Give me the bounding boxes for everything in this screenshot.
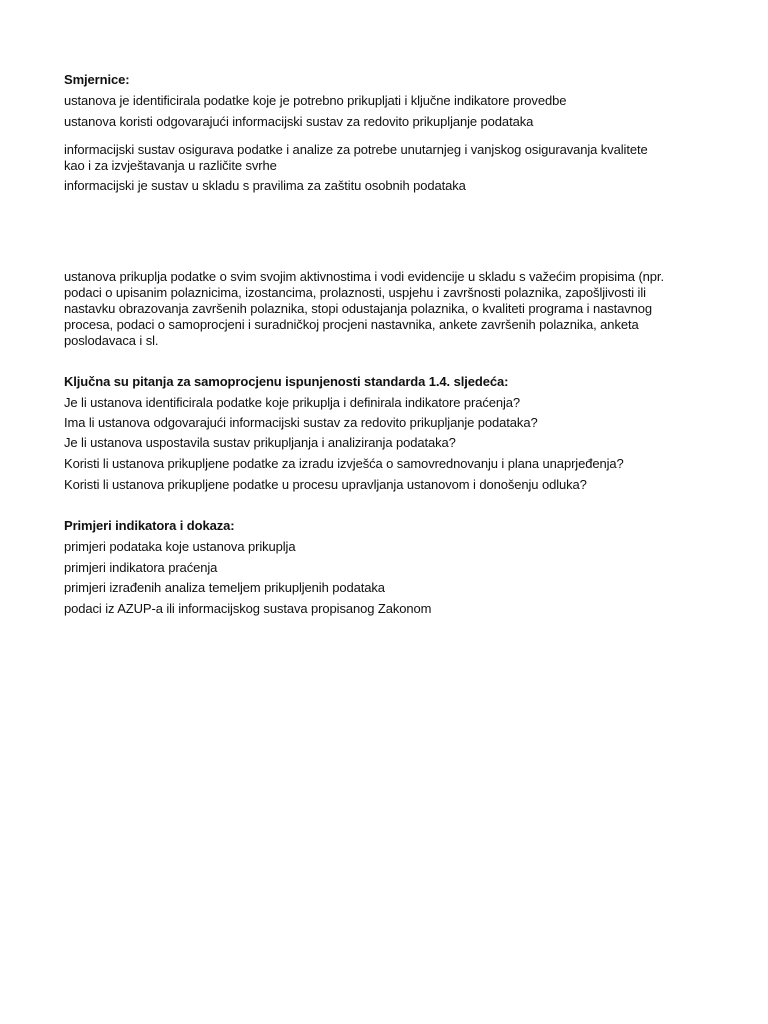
key-question-4: Koristi li ustanova prikupljene podatke za izradu izvješća o samovrednovanju i plana unaprjeđenja? — [64, 456, 624, 471]
example-item-1: primjeri podataka koje ustanova prikuplja — [64, 539, 296, 554]
guideline-item-3: informacijski sustav osigurava podatke i analize za potrebe unutarnjeg i vanjskog osiguravanja kvalitete kao i za izvještavanja u različite svrhe — [64, 142, 648, 173]
key-question-1: Je li ustanova identificirala podatke koje prikuplja i definirala indikatore praćenja? — [64, 395, 521, 410]
key-questions-heading: Ključna su pitanja za samoprocjenu ispunjenosti standarda 1.4. sljedeća: — [64, 374, 509, 389]
guideline-item-4: informacijski je sustav u skladu s pravilima za zaštitu osobnih podataka — [64, 178, 466, 193]
key-question-2: Ima li ustanova odgovarajući informacijski sustav za redovito prikupljanje podataka? — [64, 415, 538, 430]
key-question-3: Je li ustanova uspostavila sustav prikupljanja i analiziranja podataka? — [64, 435, 456, 450]
description-paragraph: ustanova prikuplja podatke o svim svojim aktivnostima i vodi evidencije u skladu s važećim propisima (npr. podaci o upisanim polaznicima, izostancima, prolaznosti, uspjehu i završnosti polaznika, zapošljivosti ili nastavku obrazovanja završenih polaznika, stopi odustajanja polaznika, o kvaliteti programa i nastavnog procesa, podaci o samoprocjeni i suradničkoj procjeni nastavnika, ankete završenih polaznika, anketa poslodavaca i sl. — [64, 269, 664, 348]
guidelines-heading: Smjernice: — [64, 72, 130, 87]
example-item-3: primjeri izrađenih analiza temeljem prikupljenih podataka — [64, 580, 385, 595]
guideline-item-1: ustanova je identificirala podatke koje je potrebno prikupljati i ključne indikatore provedbe — [64, 93, 567, 108]
guideline-item-2: ustanova koristi odgovarajući informacijski sustav za redovito prikupljanje podataka — [64, 114, 534, 129]
example-item-4: podaci iz AZUP-a ili informacijskog sustava propisanog Zakonom — [64, 601, 432, 616]
examples-heading: Primjeri indikatora i dokaza: — [64, 518, 235, 533]
key-question-5: Koristi li ustanova prikupljene podatke u procesu upravljanja ustanovom i donošenju odluka? — [64, 477, 587, 492]
example-item-2: primjeri indikatora praćenja — [64, 560, 218, 575]
